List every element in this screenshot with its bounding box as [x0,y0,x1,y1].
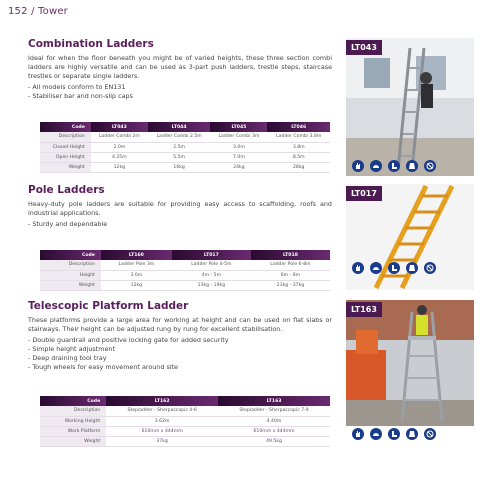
table-cell: 610mm x 444mm [106,426,218,436]
combination-ladders-table [40,122,330,173]
no-children-icon [424,262,436,274]
table-cell: Open Height [40,152,91,162]
combination-ladder-photo [346,38,474,176]
safety-boot-icon [388,262,400,274]
gloves-icon [352,160,364,172]
telescopic-platform-table [40,396,330,447]
table-cell: 5.5m [148,152,211,162]
combination-ladders-section [28,38,332,101]
section-title: Telescopic Platform Ladder [28,300,189,312]
table-cell: 12kg [101,280,172,290]
table-cell: 37kg [106,436,218,446]
table-cell: 23kg - 37kg [251,280,330,290]
ppe-icon-row [352,428,436,440]
table-cell: Weight [40,436,106,446]
table-cell: 4m - 5m [172,270,251,280]
feature-item: - Deep draining tool tray [28,354,332,363]
table-cell: Ladder Combi 2.5m [148,132,211,142]
table-header: LT045 [210,122,267,132]
gloves-icon [352,428,364,440]
table-cell: Working Height [40,416,106,426]
section-description: These platforms provide a large area for working at height and can be used on flat slabs or stairways. Their height can be adjusted rung by rung for excellent stabilisation. [28,316,332,333]
table-cell: 8.5m [267,152,330,162]
safety-boot-icon [388,428,400,440]
table-header: LT162 [106,396,218,406]
telescopic-platform-photo [346,300,474,426]
table-row [40,152,330,162]
table-cell: 24kg [210,162,267,172]
section-description: Ideal for when the floor beneath you might be of varied heights, these three section combi ladders are highly versatile and can be used as 3-part push ladders, trestle steps, staircase trestles or separate single ladders. [28,54,332,80]
table-cell: Weight [40,162,91,172]
safety-boot-icon [388,160,400,172]
feature-list [28,220,332,229]
feature-item: - Double guardrail and positive locking gate for added security [28,336,332,345]
table-header: LT044 [148,122,211,132]
gloves-icon [352,262,364,274]
table-cell: Stepladder - Sherpascopic 7-9 [218,406,330,416]
section-description: Heavy-duty pole ladders are suitable for providing easy access to scaffolding, roofs and industrial applications. [28,200,332,217]
table-cell: 4.25m [91,152,148,162]
table-cell: Description [40,406,106,416]
feature-list [28,83,332,101]
table-row [40,162,330,172]
table-header: LT160 [101,250,172,260]
table-cell: Weight [40,280,101,290]
table-cell: 3.0m [101,270,172,280]
table-cell: Description [40,132,91,142]
feature-list [28,336,332,372]
ppe-icon-row [352,262,436,274]
table-cell: Ladder Pole 6-8m [251,260,330,270]
pole-ladders-section [28,184,332,229]
table-cell: Stepladder - Sherpascopic 4-6 [106,406,218,416]
table-cell: Description [40,260,101,270]
section-title: Pole Ladders [28,184,105,196]
table-cell: 4.40m [218,416,330,426]
table-header: Code [40,250,101,260]
feature-item: - Stabiliser bar and non-slip caps [28,92,332,101]
table-cell: 3.62m [106,416,218,426]
table-cell: 2.5m [148,142,211,152]
table-row [40,280,330,290]
table-cell: Work Platform [40,426,106,436]
table-row [40,406,330,416]
table-row [40,270,330,280]
pole-ladders-table [40,250,330,291]
table-row [40,260,330,270]
table-header: LT163 [218,396,330,406]
telescopic-platform-section [28,300,332,372]
hard-hat-icon [370,160,382,172]
table-cell: Ladder Combi 2m [91,132,148,142]
table-header: Code [40,396,106,406]
table-cell: 13kg - 19kg [172,280,251,290]
table-row [40,426,330,436]
table-row [40,416,330,426]
feature-item: - All models conform to EN131 [28,83,332,92]
feature-item: - Simple height adjustment [28,345,332,354]
table-header: Code [40,122,91,132]
table-header: LT017 [172,250,251,260]
pole-ladder-photo [346,184,474,290]
hi-vis-icon [406,160,418,172]
table-row [40,132,330,142]
table-cell: 6m - 8m [251,270,330,280]
table-cell: 610mm x 444mm [218,426,330,436]
table-cell: Ladder Combi 3m [210,132,267,142]
page-section: Tower [38,6,68,17]
table-cell: 3.8m [267,142,330,152]
product-code-badge: LT163 [346,302,382,317]
table-header: LT043 [91,122,148,132]
table-row [40,142,330,152]
hard-hat-icon [370,428,382,440]
hard-hat-icon [370,262,382,274]
ppe-icon-row [352,160,436,172]
table-cell: 16kg [148,162,211,172]
table-cell: Closed Height [40,142,91,152]
table-header: LT018 [251,250,330,260]
feature-item: - Tough wheels for easy movement around site [28,363,332,372]
table-cell: Ladder Pole 3m [101,260,172,270]
no-children-icon [424,160,436,172]
table-cell: 28kg [267,162,330,172]
page-header: 152 / Tower [8,6,68,17]
table-cell: 12kg [91,162,148,172]
table-cell: 3.0m [210,142,267,152]
table-cell: Height [40,270,101,280]
table-header: LT046 [267,122,330,132]
no-children-icon [424,428,436,440]
hi-vis-icon [406,428,418,440]
feature-item: - Sturdy and dependable [28,220,332,229]
table-cell: Ladder Pole 4-5m [172,260,251,270]
table-cell: 49.5kg [218,436,330,446]
section-title: Combination Ladders [28,38,154,50]
product-code-badge: LT043 [346,40,382,55]
table-row [40,436,330,446]
hi-vis-icon [406,262,418,274]
table-cell: 2.0m [91,142,148,152]
table-cell: 7.0m [210,152,267,162]
table-cell: Ladder Combi 3.8m [267,132,330,142]
page-number: 152 [8,6,28,17]
product-code-badge: LT017 [346,186,382,201]
